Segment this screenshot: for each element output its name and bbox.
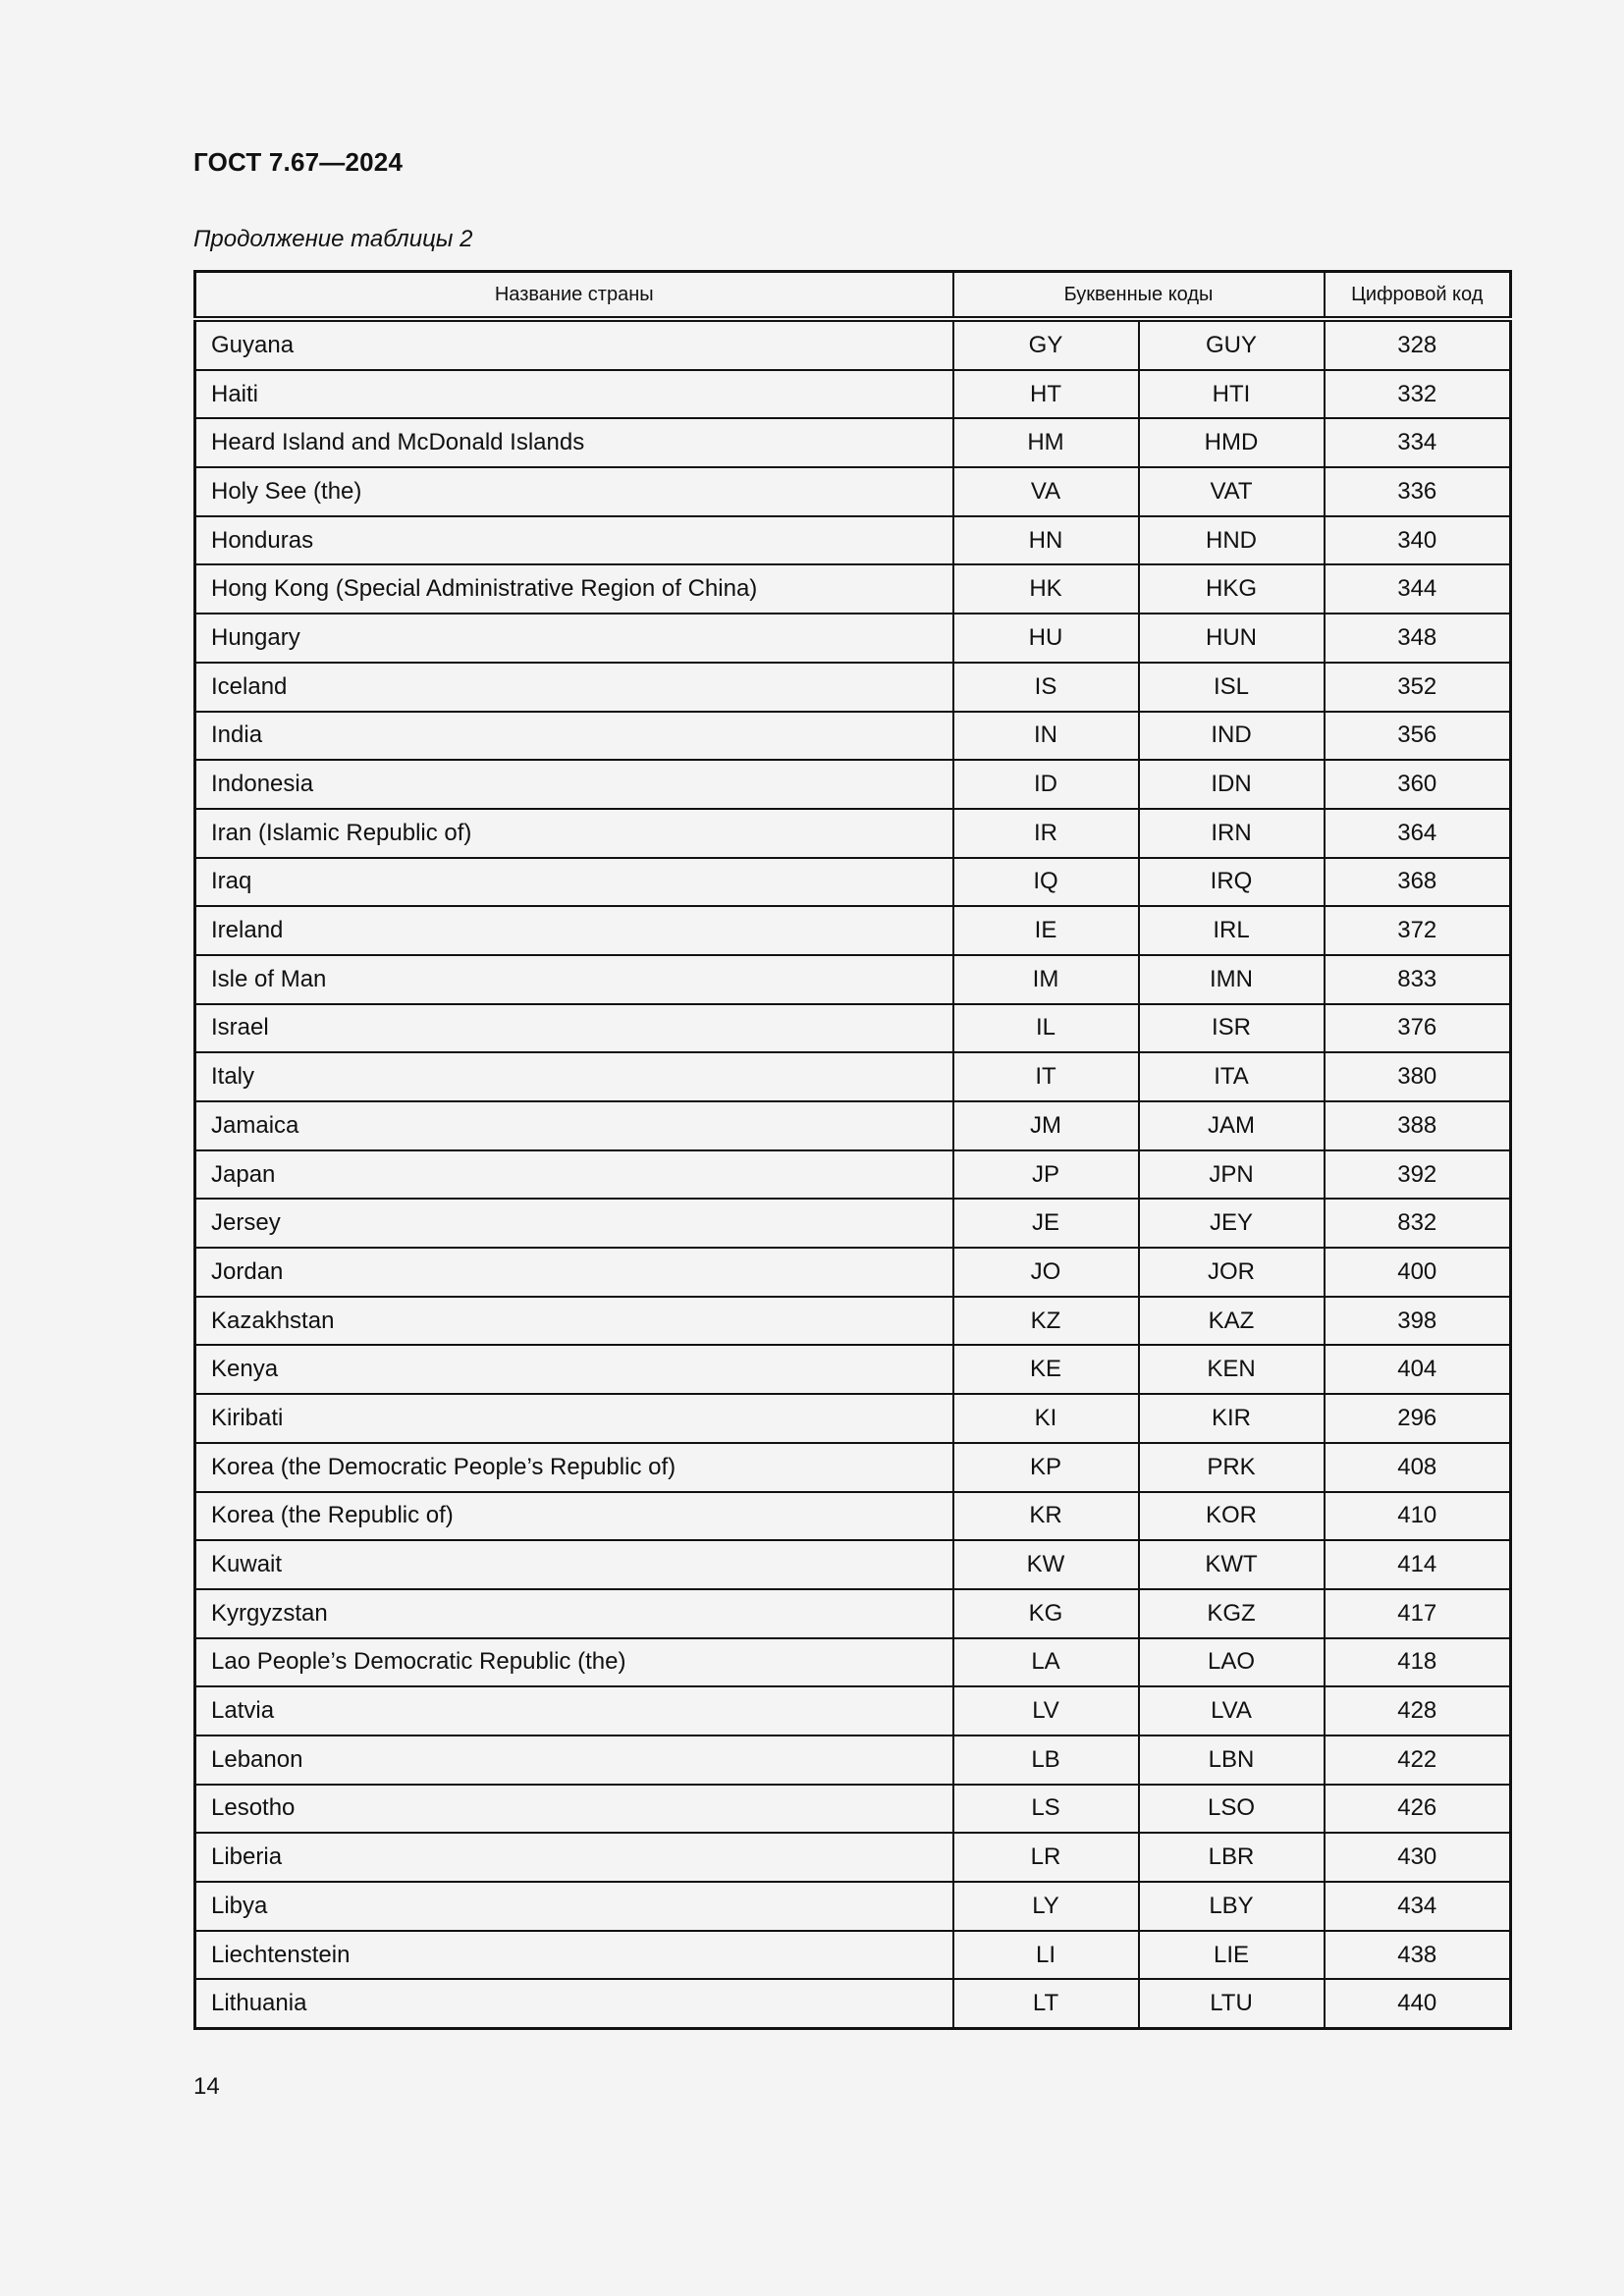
alpha3-code-cell: LTU — [1139, 1979, 1325, 2028]
alpha2-code-cell: LY — [953, 1882, 1139, 1931]
numeric-code-cell: 376 — [1325, 1004, 1511, 1053]
country-name-cell: Haiti — [195, 370, 953, 419]
alpha2-code-cell: VA — [953, 467, 1139, 516]
numeric-code-cell: 344 — [1325, 564, 1511, 614]
alpha3-code-cell: HMD — [1139, 418, 1325, 467]
alpha3-code-cell: KAZ — [1139, 1297, 1325, 1346]
table-row — [195, 370, 1511, 419]
alpha2-code-cell: LI — [953, 1931, 1139, 1980]
country-name-cell: Hungary — [195, 614, 953, 663]
country-name-cell: Kyrgyzstan — [195, 1589, 953, 1638]
numeric-code-cell: 428 — [1325, 1686, 1511, 1735]
country-name-cell: Holy See (the) — [195, 467, 953, 516]
table-row — [195, 1394, 1511, 1443]
alpha3-code-cell: JPN — [1139, 1150, 1325, 1200]
alpha2-code-cell: IN — [953, 712, 1139, 761]
country-name-cell: Guyana — [195, 319, 953, 370]
country-name-cell: Korea (the Republic of) — [195, 1492, 953, 1541]
table-row — [195, 1540, 1511, 1589]
alpha3-code-cell: LAO — [1139, 1638, 1325, 1687]
country-codes-table — [193, 270, 1512, 2030]
numeric-code-cell: 334 — [1325, 418, 1511, 467]
table-row — [195, 712, 1511, 761]
alpha3-code-cell: ISL — [1139, 663, 1325, 712]
alpha2-code-cell: IL — [953, 1004, 1139, 1053]
alpha3-code-cell: IND — [1139, 712, 1325, 761]
document-title: ГОСТ 7.67—2024 — [193, 147, 404, 177]
alpha2-code-cell: LR — [953, 1833, 1139, 1882]
country-name-cell: Heard Island and McDonald Islands — [195, 418, 953, 467]
alpha2-code-cell: JP — [953, 1150, 1139, 1200]
country-name-cell: Italy — [195, 1052, 953, 1101]
alpha3-code-cell: LSO — [1139, 1785, 1325, 1834]
numeric-code-cell: 430 — [1325, 1833, 1511, 1882]
numeric-code-cell: 368 — [1325, 858, 1511, 907]
alpha3-code-cell: JAM — [1139, 1101, 1325, 1150]
alpha2-code-cell: LV — [953, 1686, 1139, 1735]
alpha2-code-cell: HU — [953, 614, 1139, 663]
numeric-code-cell: 414 — [1325, 1540, 1511, 1589]
table-row — [195, 1052, 1511, 1101]
country-name-cell: Jordan — [195, 1248, 953, 1297]
alpha3-code-cell: JEY — [1139, 1199, 1325, 1248]
table-row — [195, 858, 1511, 907]
numeric-code-cell: 408 — [1325, 1443, 1511, 1492]
numeric-code-cell: 434 — [1325, 1882, 1511, 1931]
country-name-cell: Ireland — [195, 906, 953, 955]
alpha2-code-cell: HM — [953, 418, 1139, 467]
alpha3-code-cell: IRN — [1139, 809, 1325, 858]
numeric-code-cell: 404 — [1325, 1345, 1511, 1394]
country-name-cell: Jamaica — [195, 1101, 953, 1150]
alpha3-code-cell: HKG — [1139, 564, 1325, 614]
numeric-code-cell: 340 — [1325, 516, 1511, 565]
numeric-code-cell: 332 — [1325, 370, 1511, 419]
numeric-code-cell: 417 — [1325, 1589, 1511, 1638]
alpha3-code-cell: GUY — [1139, 319, 1325, 370]
table-row — [195, 1004, 1511, 1053]
table-row — [195, 564, 1511, 614]
numeric-code-cell: 356 — [1325, 712, 1511, 761]
alpha2-code-cell: LA — [953, 1638, 1139, 1687]
alpha3-code-cell: PRK — [1139, 1443, 1325, 1492]
alpha3-code-cell: IMN — [1139, 955, 1325, 1004]
numeric-code-cell: 426 — [1325, 1785, 1511, 1834]
table-row — [195, 418, 1511, 467]
table-row — [195, 1150, 1511, 1200]
table-row — [195, 1785, 1511, 1834]
alpha3-code-cell: LIE — [1139, 1931, 1325, 1980]
table-row — [195, 1638, 1511, 1687]
alpha2-code-cell: KI — [953, 1394, 1139, 1443]
country-name-cell: Japan — [195, 1150, 953, 1200]
table-row — [195, 467, 1511, 516]
alpha2-code-cell: LS — [953, 1785, 1139, 1834]
country-name-cell: India — [195, 712, 953, 761]
alpha2-code-cell: KP — [953, 1443, 1139, 1492]
country-name-cell: Lesotho — [195, 1785, 953, 1834]
alpha3-code-cell: IRL — [1139, 906, 1325, 955]
numeric-code-cell: 388 — [1325, 1101, 1511, 1150]
table-row — [195, 1931, 1511, 1980]
table-row — [195, 1492, 1511, 1541]
table-row — [195, 1443, 1511, 1492]
alpha3-code-cell: KGZ — [1139, 1589, 1325, 1638]
country-name-cell: Iceland — [195, 663, 953, 712]
alpha2-code-cell: HT — [953, 370, 1139, 419]
country-name-cell: Iran (Islamic Republic of) — [195, 809, 953, 858]
table-row — [195, 760, 1511, 809]
numeric-code-cell: 372 — [1325, 906, 1511, 955]
column-header-country-name: Название страны — [195, 272, 953, 320]
alpha2-code-cell: JM — [953, 1101, 1139, 1150]
country-name-cell: Liechtenstein — [195, 1931, 953, 1980]
table-row — [195, 1297, 1511, 1346]
table-row — [195, 516, 1511, 565]
table-caption: Продолжение таблицы 2 — [193, 226, 473, 252]
table-row — [195, 1686, 1511, 1735]
numeric-code-cell: 410 — [1325, 1492, 1511, 1541]
alpha3-code-cell: JOR — [1139, 1248, 1325, 1297]
alpha2-code-cell: GY — [953, 319, 1139, 370]
table-row — [195, 1882, 1511, 1931]
alpha3-code-cell: ITA — [1139, 1052, 1325, 1101]
numeric-code-cell: 336 — [1325, 467, 1511, 516]
country-name-cell: Honduras — [195, 516, 953, 565]
page-number: 14 — [193, 2073, 220, 2100]
table-row — [195, 1833, 1511, 1882]
alpha2-code-cell: HN — [953, 516, 1139, 565]
alpha3-code-cell: LBY — [1139, 1882, 1325, 1931]
alpha3-code-cell: KOR — [1139, 1492, 1325, 1541]
alpha2-code-cell: KZ — [953, 1297, 1139, 1346]
table-row — [195, 809, 1511, 858]
numeric-code-cell: 422 — [1325, 1735, 1511, 1785]
numeric-code-cell: 364 — [1325, 809, 1511, 858]
numeric-code-cell: 328 — [1325, 319, 1511, 370]
country-name-cell: Kiribati — [195, 1394, 953, 1443]
table-row — [195, 1979, 1511, 2028]
alpha2-code-cell: JO — [953, 1248, 1139, 1297]
country-name-cell: Lao People’s Democratic Republic (the) — [195, 1638, 953, 1687]
alpha2-code-cell: IS — [953, 663, 1139, 712]
numeric-code-cell: 296 — [1325, 1394, 1511, 1443]
country-name-cell: Lithuania — [195, 1979, 953, 2028]
table-row — [195, 1735, 1511, 1785]
country-name-cell: Hong Kong (Special Administrative Region of China) — [195, 564, 953, 614]
column-header-numeric-code: Цифровой код — [1325, 272, 1511, 320]
alpha2-code-cell: LT — [953, 1979, 1139, 2028]
alpha3-code-cell: KEN — [1139, 1345, 1325, 1394]
alpha3-code-cell: IDN — [1139, 760, 1325, 809]
numeric-code-cell: 392 — [1325, 1150, 1511, 1200]
alpha3-code-cell: LBR — [1139, 1833, 1325, 1882]
alpha2-code-cell: KW — [953, 1540, 1139, 1589]
alpha3-code-cell: VAT — [1139, 467, 1325, 516]
numeric-code-cell: 440 — [1325, 1979, 1511, 2028]
table-row — [195, 663, 1511, 712]
country-name-cell: Korea (the Democratic People’s Republic of) — [195, 1443, 953, 1492]
table-header-row — [195, 272, 1511, 320]
alpha2-code-cell: HK — [953, 564, 1139, 614]
alpha3-code-cell: LVA — [1139, 1686, 1325, 1735]
alpha2-code-cell: ID — [953, 760, 1139, 809]
alpha2-code-cell: IT — [953, 1052, 1139, 1101]
alpha2-code-cell: IQ — [953, 858, 1139, 907]
column-header-alpha-codes: Буквенные коды — [953, 272, 1325, 320]
table-row — [195, 319, 1511, 370]
alpha3-code-cell: KIR — [1139, 1394, 1325, 1443]
alpha2-code-cell: IR — [953, 809, 1139, 858]
alpha2-code-cell: KE — [953, 1345, 1139, 1394]
table-row — [195, 1248, 1511, 1297]
country-name-cell: Israel — [195, 1004, 953, 1053]
alpha2-code-cell: IE — [953, 906, 1139, 955]
country-name-cell: Latvia — [195, 1686, 953, 1735]
numeric-code-cell: 400 — [1325, 1248, 1511, 1297]
country-name-cell: Liberia — [195, 1833, 953, 1882]
numeric-code-cell: 418 — [1325, 1638, 1511, 1687]
alpha2-code-cell: KR — [953, 1492, 1139, 1541]
numeric-code-cell: 348 — [1325, 614, 1511, 663]
alpha3-code-cell: HUN — [1139, 614, 1325, 663]
numeric-code-cell: 438 — [1325, 1931, 1511, 1980]
table-row — [195, 1589, 1511, 1638]
numeric-code-cell: 398 — [1325, 1297, 1511, 1346]
country-name-cell: Jersey — [195, 1199, 953, 1248]
country-name-cell: Kazakhstan — [195, 1297, 953, 1346]
alpha2-code-cell: IM — [953, 955, 1139, 1004]
table-row — [195, 1199, 1511, 1248]
country-name-cell: Lebanon — [195, 1735, 953, 1785]
table-row — [195, 906, 1511, 955]
table-row — [195, 1345, 1511, 1394]
table-row — [195, 614, 1511, 663]
country-name-cell: Kenya — [195, 1345, 953, 1394]
alpha3-code-cell: KWT — [1139, 1540, 1325, 1589]
alpha3-code-cell: IRQ — [1139, 858, 1325, 907]
country-name-cell: Libya — [195, 1882, 953, 1931]
alpha2-code-cell: KG — [953, 1589, 1139, 1638]
country-name-cell: Kuwait — [195, 1540, 953, 1589]
country-name-cell: Iraq — [195, 858, 953, 907]
table-row — [195, 1101, 1511, 1150]
table-row — [195, 955, 1511, 1004]
alpha3-code-cell: LBN — [1139, 1735, 1325, 1785]
alpha3-code-cell: HTI — [1139, 370, 1325, 419]
alpha2-code-cell: LB — [953, 1735, 1139, 1785]
numeric-code-cell: 832 — [1325, 1199, 1511, 1248]
country-name-cell: Isle of Man — [195, 955, 953, 1004]
numeric-code-cell: 833 — [1325, 955, 1511, 1004]
alpha2-code-cell: JE — [953, 1199, 1139, 1248]
numeric-code-cell: 352 — [1325, 663, 1511, 712]
alpha3-code-cell: HND — [1139, 516, 1325, 565]
numeric-code-cell: 360 — [1325, 760, 1511, 809]
alpha3-code-cell: ISR — [1139, 1004, 1325, 1053]
country-name-cell: Indonesia — [195, 760, 953, 809]
numeric-code-cell: 380 — [1325, 1052, 1511, 1101]
